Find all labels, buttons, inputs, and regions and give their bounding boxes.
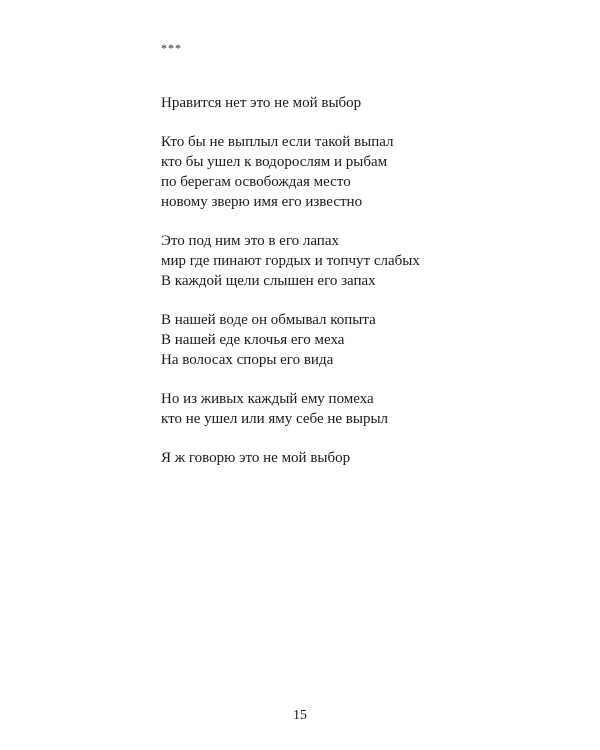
poem-line: кто не ушел или яму себе не вырыл <box>161 411 389 427</box>
stanza-1 <box>161 132 561 212</box>
poem-line: В нашей еде клочья его меха <box>161 332 345 348</box>
poem-first-line: Нравится нет это не мой выбор <box>161 95 362 111</box>
poem <box>161 40 561 468</box>
poem-line: новому зверю имя его известно <box>161 194 363 210</box>
poem-line: мир где пинают гордых и топчут слабых <box>161 253 420 269</box>
poem-line: Кто бы не выплыл если такой выпал <box>161 134 394 150</box>
poem-line: Я ж говорю это не мой выбор <box>161 450 351 466</box>
poem-line: На волосах споры его вида <box>161 352 334 368</box>
poem-line: по берегам освобождая место <box>161 174 351 190</box>
stanza-2 <box>161 231 561 291</box>
poem-line: В каждой щели слышен его запах <box>161 273 376 289</box>
stanza-4 <box>161 389 561 429</box>
poem-line: В нашей воде он обмывал копыта <box>161 312 376 328</box>
stanza-5 <box>161 448 561 468</box>
section-separator: *** <box>161 41 182 55</box>
stanza-3 <box>161 310 561 370</box>
poem-line: Это под ним это в его лапах <box>161 233 339 249</box>
poem-line: Но из живых каждый ему помеха <box>161 391 374 407</box>
page-number: 15 <box>293 708 307 723</box>
poem-line: кто бы ушел к водорослям и рыбам <box>161 154 388 170</box>
